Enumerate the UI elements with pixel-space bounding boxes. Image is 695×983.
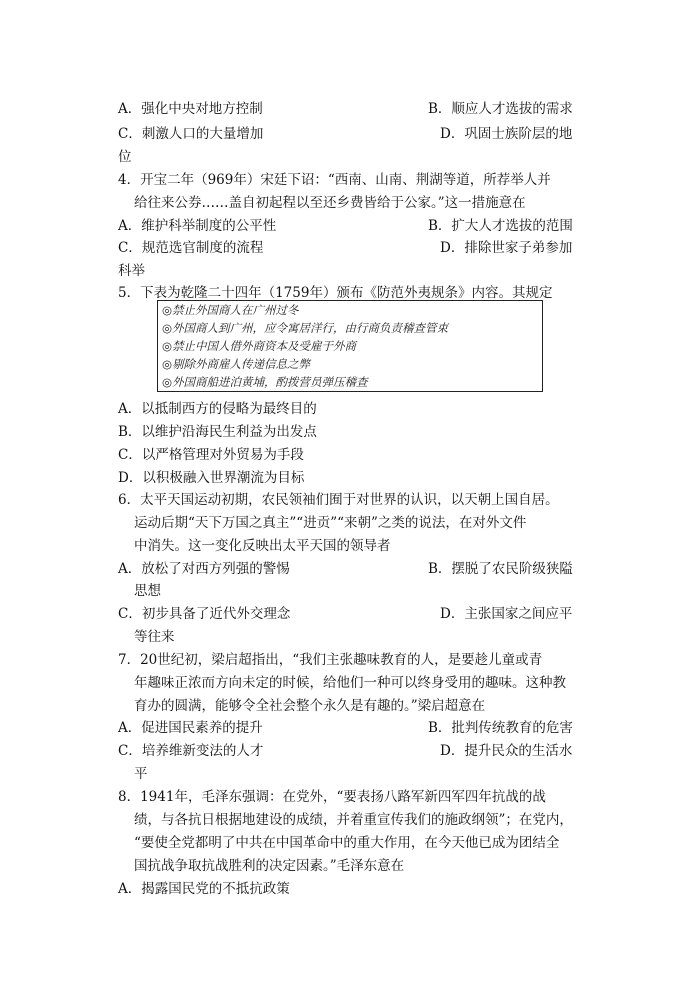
q7-option-d-tail: 平 (134, 766, 148, 782)
q4-option-b: B．扩大人才选拔的范围 (428, 218, 573, 234)
q4-stem-line-1: 4．开宝二年（969年）宋廷下诏：“西南、山南、荆湖等道，所荐举人并 (118, 172, 551, 188)
q6-stem-line-1: 6．太平天国运动初期，农民领袖们囿于对世界的认识，以天朝上国自居。 (118, 492, 559, 508)
q5-option-c: C．以严格管理对外贸易为手段 (118, 447, 304, 463)
q4-stem-line-2: 给往来公券……盖自初起程以至还乡费皆给于公家。”这一措施意在 (134, 195, 526, 211)
q6-option-c: C．初步具备了近代外交理念 (118, 606, 291, 622)
q5-stem-line-1: 5．下表为乾隆二十四年（1759年）颁布《防范外夷规条》内容。其规定 (118, 285, 553, 301)
q7-option-b: B．批判传统教育的危害 (428, 720, 573, 736)
q7-stem-line-2: 年趣味正浓而方向未定的时候，给他们一种可以终身受用的趣味。这种教 (134, 675, 566, 691)
q6-option-b-tail: 思想 (134, 583, 161, 599)
q4-option-d-tail: 科举 (118, 263, 145, 279)
q7-option-d: D．提升民众的生活水 (440, 743, 573, 759)
q8-stem-line-1: 8．1941年，毛泽东强调：在党外，“要表扬八路军新四军四年抗战的战 (118, 789, 546, 805)
q5-regulation-table (157, 300, 543, 392)
q3-option-b: B．顺应人才选拔的需求 (428, 101, 573, 117)
q6-option-b: B．摆脱了农民阶级狭隘 (428, 561, 573, 577)
q3-option-c: C．刺激人口的大量增加 (118, 126, 264, 142)
q8-stem-line-3: “要使全党都明了中共在中国革命中的重大作用，在今天他已成为团结全 (134, 835, 560, 851)
q5-table-row: ◎禁止中国人借外商资本及受雇于外商 (162, 339, 357, 353)
q6-stem-line-3: 中消失。这一变化反映出太平天国的领导者 (134, 538, 391, 554)
q5-table-row: ◎外国商人到广州，应令寓居洋行，由行商负责稽查管束 (162, 321, 449, 335)
q6-option-a: A．放松了对西方列强的警惕 (118, 561, 290, 577)
q8-stem-line-4: 国抗战争取抗战胜利的决定因素。”毛泽东意在 (134, 858, 405, 874)
q8-option-a: A．揭露国民党的不抵抗政策 (118, 881, 290, 897)
q4-option-c: C．规范选官制度的流程 (118, 240, 264, 256)
q6-option-d: D．主张国家之间应平 (440, 606, 573, 622)
q3-option-d: D．巩固士族阶层的地 (440, 126, 573, 142)
q7-option-a: A．促进国民素养的提升 (118, 720, 263, 736)
q5-option-a: A．以抵制西方的侵略为最终目的 (118, 401, 317, 417)
q5-table-row: ◎禁止外国商人在广州过冬 (162, 303, 299, 317)
q4-option-d: D．排除世家子弟参加 (440, 240, 573, 256)
q7-option-c: C．培养维新变法的人才 (118, 743, 264, 759)
q7-stem-line-3: 育办的圆满，能够令全社会整个永久是有趣的。”梁启超意在 (134, 698, 486, 714)
q5-option-d: D．以积极融入世界潮流为目标 (118, 470, 305, 486)
q8-stem-line-2: 绩，与各抗日根据地建设的成绩，并着重宣传我们的施政纲领”；在党内， (134, 812, 573, 828)
q7-stem-line-1: 7．20世纪初，梁启超指出，“我们主张趣味教育的人，是要趁儿童或青 (118, 652, 543, 668)
q3-option-d-tail: 位 (118, 149, 132, 165)
q4-option-a: A．维护科举制度的公平性 (118, 218, 277, 234)
q3-option-a: A．强化中央对地方控制 (118, 101, 263, 117)
q5-table-row: ◎外国商船进泊黄埔，酌拨营员弹压稽查 (162, 375, 368, 389)
q5-table-row: ◎剔除外商雇人传递信息之弊 (162, 357, 311, 371)
q5-option-b: B．以维护沿海民生利益为出发点 (118, 424, 317, 440)
q6-option-d-tail: 等往来 (134, 629, 175, 645)
q6-stem-line-2: 运动后期“天下万国之真主”“进贡”“来朝”之类的说法，在对外文件 (134, 515, 527, 531)
